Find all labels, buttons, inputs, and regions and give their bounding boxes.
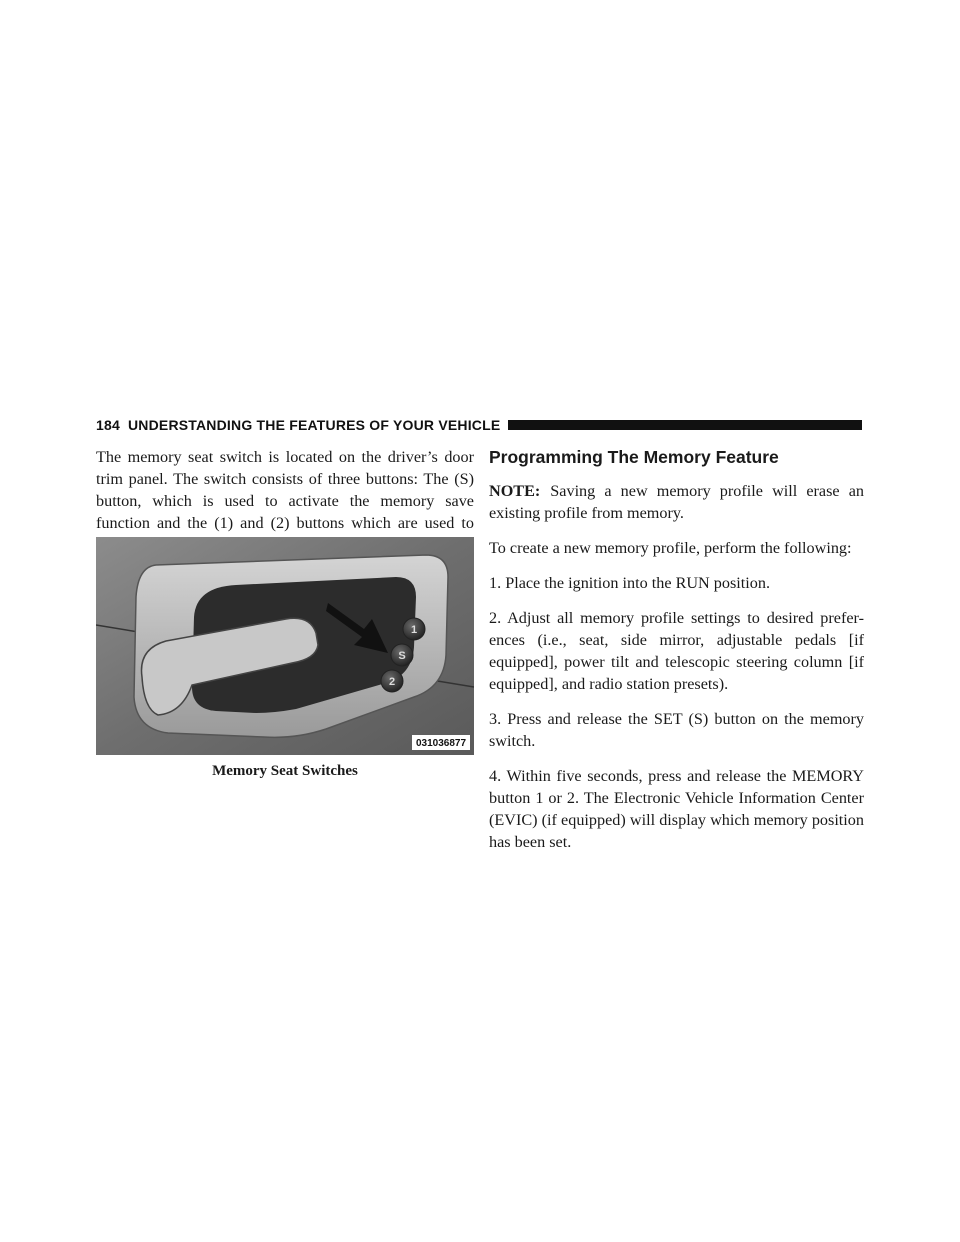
figure-caption: Memory Seat Switches [212,763,358,779]
step-2: 2. Adjust all memory profile settings to desired prefer- ences (i.e., seat, side mirror, adjustable pedals [if equipped], power tilt and telescopic steering column [if equipped], and radio station presets). [489,609,864,693]
figure-id: 031036877 [415,738,467,749]
section-title: UNDERSTANDING THE FEATURES OF YOUR VEHICLE [127,417,501,433]
section-heading: Programming The Memory Feature [489,447,779,467]
note-paragraph [489,480,864,524]
intro-paragraph: The memory seat switch is located on the driver’s door trim panel. The switch consists of three buttons: The (S) button, which is used to activate the memory save function and the (1) and (2) buttons which are used to [96,448,474,532]
page-number: 184 [96,417,120,433]
note-text: Saving a new memory profile will erase an existing profile from memory. [489,482,864,522]
memory-button-s-label: S [398,650,406,662]
note-label: NOTE: [489,482,541,500]
memory-button-2-label: 2 [388,676,396,688]
memory-seat-switch-figure [96,537,474,755]
header-rule [508,420,862,430]
memory-button-1-label: 1 [410,624,418,636]
page-header [96,414,862,436]
steps-intro: To create a new memory profile, perform the following: [489,539,852,557]
right-column [489,446,864,866]
step-4: 4. Within five seconds, press and release the MEMORY button 1 or 2. The Electronic Vehicle Information Center (EVIC) (if equipped) will display which memory position has been set. [489,767,864,851]
step-1: 1. Place the ignition into the RUN position. [489,574,771,592]
step-3: 3. Press and release the SET (S) button on the memory switch. [489,710,864,750]
door-panel-illustration [96,537,474,755]
